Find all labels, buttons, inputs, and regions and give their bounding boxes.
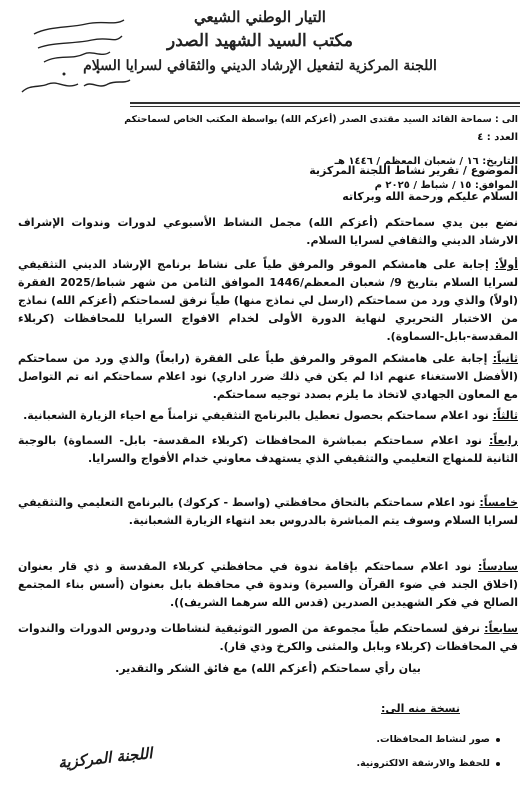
item-paragraph-5	[18, 494, 518, 530]
item-paragraph-1	[18, 256, 518, 346]
copy-item-text: للحفظ والارشفة الالكترونية.	[356, 758, 490, 769]
subject-line: الموضوع / تقرير نشاط اللجنة المركزية	[309, 164, 518, 177]
item-lead: سادساً:	[478, 560, 518, 573]
greeting-line: السلام عليكم ورحمة الله وبركاته	[342, 190, 518, 203]
letterhead-divider-thin	[130, 106, 520, 107]
document-date-gregorian: الموافق: ١٥ / شباط / ٢٠٢٥ م	[374, 180, 518, 191]
bullet-icon	[496, 738, 500, 742]
item-lead: خامساً:	[479, 496, 518, 509]
letterhead-divider	[130, 102, 520, 104]
item-lead: سابعاً:	[484, 622, 518, 635]
item-paragraph-4	[18, 432, 518, 468]
item-text: إجابة على هامشكم الموقر والمرفق طياً على نشاط برنامج الإرشاد الديني التثقيفي لسرايا السلام بتاريخ 9/ شعبان المعظم/1446 الموافق الثامن من شهر شباط/2025 الفقرة (اولاً) والذي ورد من سماحتكم (ارسل لي نماذج منها) طياً نرفق لسماحتكم (أعزكم الله) نماذج من الاختبار التحريري لنهاية الدورة الأولى لخدام الافواج السرايا للمحافظات (كربلاء المقدسة-بابل-السماوة).	[18, 258, 519, 343]
item-text: نود اعلام سماحتكم بحصول تعطيل بالبرنامج التثقيفي تزامناً مع احياء الزيارة الشعبانية.	[23, 409, 493, 422]
item-lead: ثالثاً:	[492, 409, 518, 422]
letterhead-line-1: التيار الوطني الشيعي	[194, 8, 326, 26]
letterhead-line-2: مكتب السيد الشهيد الصدر	[167, 31, 353, 51]
item-paragraph-6	[18, 558, 518, 612]
item-text: إجابة على هامشكم الموقر والمرفق طياً على الفقرة (رابعاً) والذي ورد من سماحتكم (الأفضل الاستغناء عنهم اذا لم يكن في ذلك ضرر اداري) نود اعلام سماحتكم انه تم التواصل مع المعاون الجهادي لاتخاذ ما يلزم بصدد توجيه سماحتكم.	[18, 352, 518, 401]
item-paragraph-3	[18, 407, 518, 425]
copy-to-list	[240, 728, 500, 776]
item-lead: رابعاً:	[489, 434, 518, 447]
signature	[57, 744, 208, 792]
list-item	[240, 752, 500, 776]
document-number: العدد : ٤	[477, 132, 518, 143]
item-paragraph-2	[18, 350, 518, 404]
addressee-line: الى : سماحة القائد السيد مقتدى الصدر (أعزكم الله) بواسطة المكتب الخاص لسماحتكم	[124, 114, 518, 125]
item-lead: ثانياً:	[492, 352, 518, 365]
list-item	[240, 728, 500, 752]
item-text: نرفق لسماحتكم طياً مجموعة من الصور التوثيقية لنشاطات ودروس الدورات والندوات في المحافظات (كربلاء وبابل والمثنى والكرخ وذي قار).	[18, 622, 518, 653]
item-text: نود اعلام سماحتكم بمباشرة المحافظات (كربلاء المقدسة- بابل- السماوة) بالوجبة الثانية للمنهاج التعليمي والتثقيفي الذي يستهدف معاوني خدام الأفواج والسرايا.	[18, 434, 518, 465]
item-paragraph-7	[18, 620, 518, 656]
signature-text: اللجنة المركزية	[57, 744, 154, 772]
intro-paragraph: نضع بين يدي سماحتكم (أعزكم الله) مجمل النشاط الأسبوعي لدورات وندوات الإشراف الارشاد الديني والثقافي لسرايا السلام.	[18, 216, 518, 247]
item-text: نود اعلام سماحتكم بالتحاق محافظتي (واسط - كركوك) بالبرنامج التعليمي والتثقيفي لسرايا السلام وسوف يتم المباشرة بالدروس بعد انتهاء الزيارة الشعبانية.	[18, 496, 518, 527]
document-date-hijri: التاريخ: ١٦ / شعبان المعظم / ١٤٤٦ هـ	[334, 156, 518, 167]
item-text: نود اعلام سماحتكم بإقامة ندوة في محافظتي كربلاء المقدسة و ذي قار بعنوان (اخلاق الجند في ضوء القرآن والسيرة) وندوة في محافظة بابل بعنوان (أسس بناء المجتمع الصالح في فكر الشهيدين الصدرين (قدس الله سرهما الشريف)).	[18, 560, 518, 609]
copy-item-text: صور لنشاط المحافظات.	[376, 734, 490, 745]
item-lead: أولاً:	[494, 258, 518, 271]
copy-to-title: نسخة منه الى:	[381, 702, 460, 715]
closing-line: بيان رأي سماحتكم (أعزكم الله) مع فائق الشكر والتقدير.	[115, 662, 421, 675]
letterhead	[50, 6, 470, 78]
bullet-icon	[496, 762, 500, 766]
letterhead-line-3: اللجنة المركزية لتفعيل الإرشاد الديني والثقافي لسرايا السلام	[83, 58, 437, 74]
